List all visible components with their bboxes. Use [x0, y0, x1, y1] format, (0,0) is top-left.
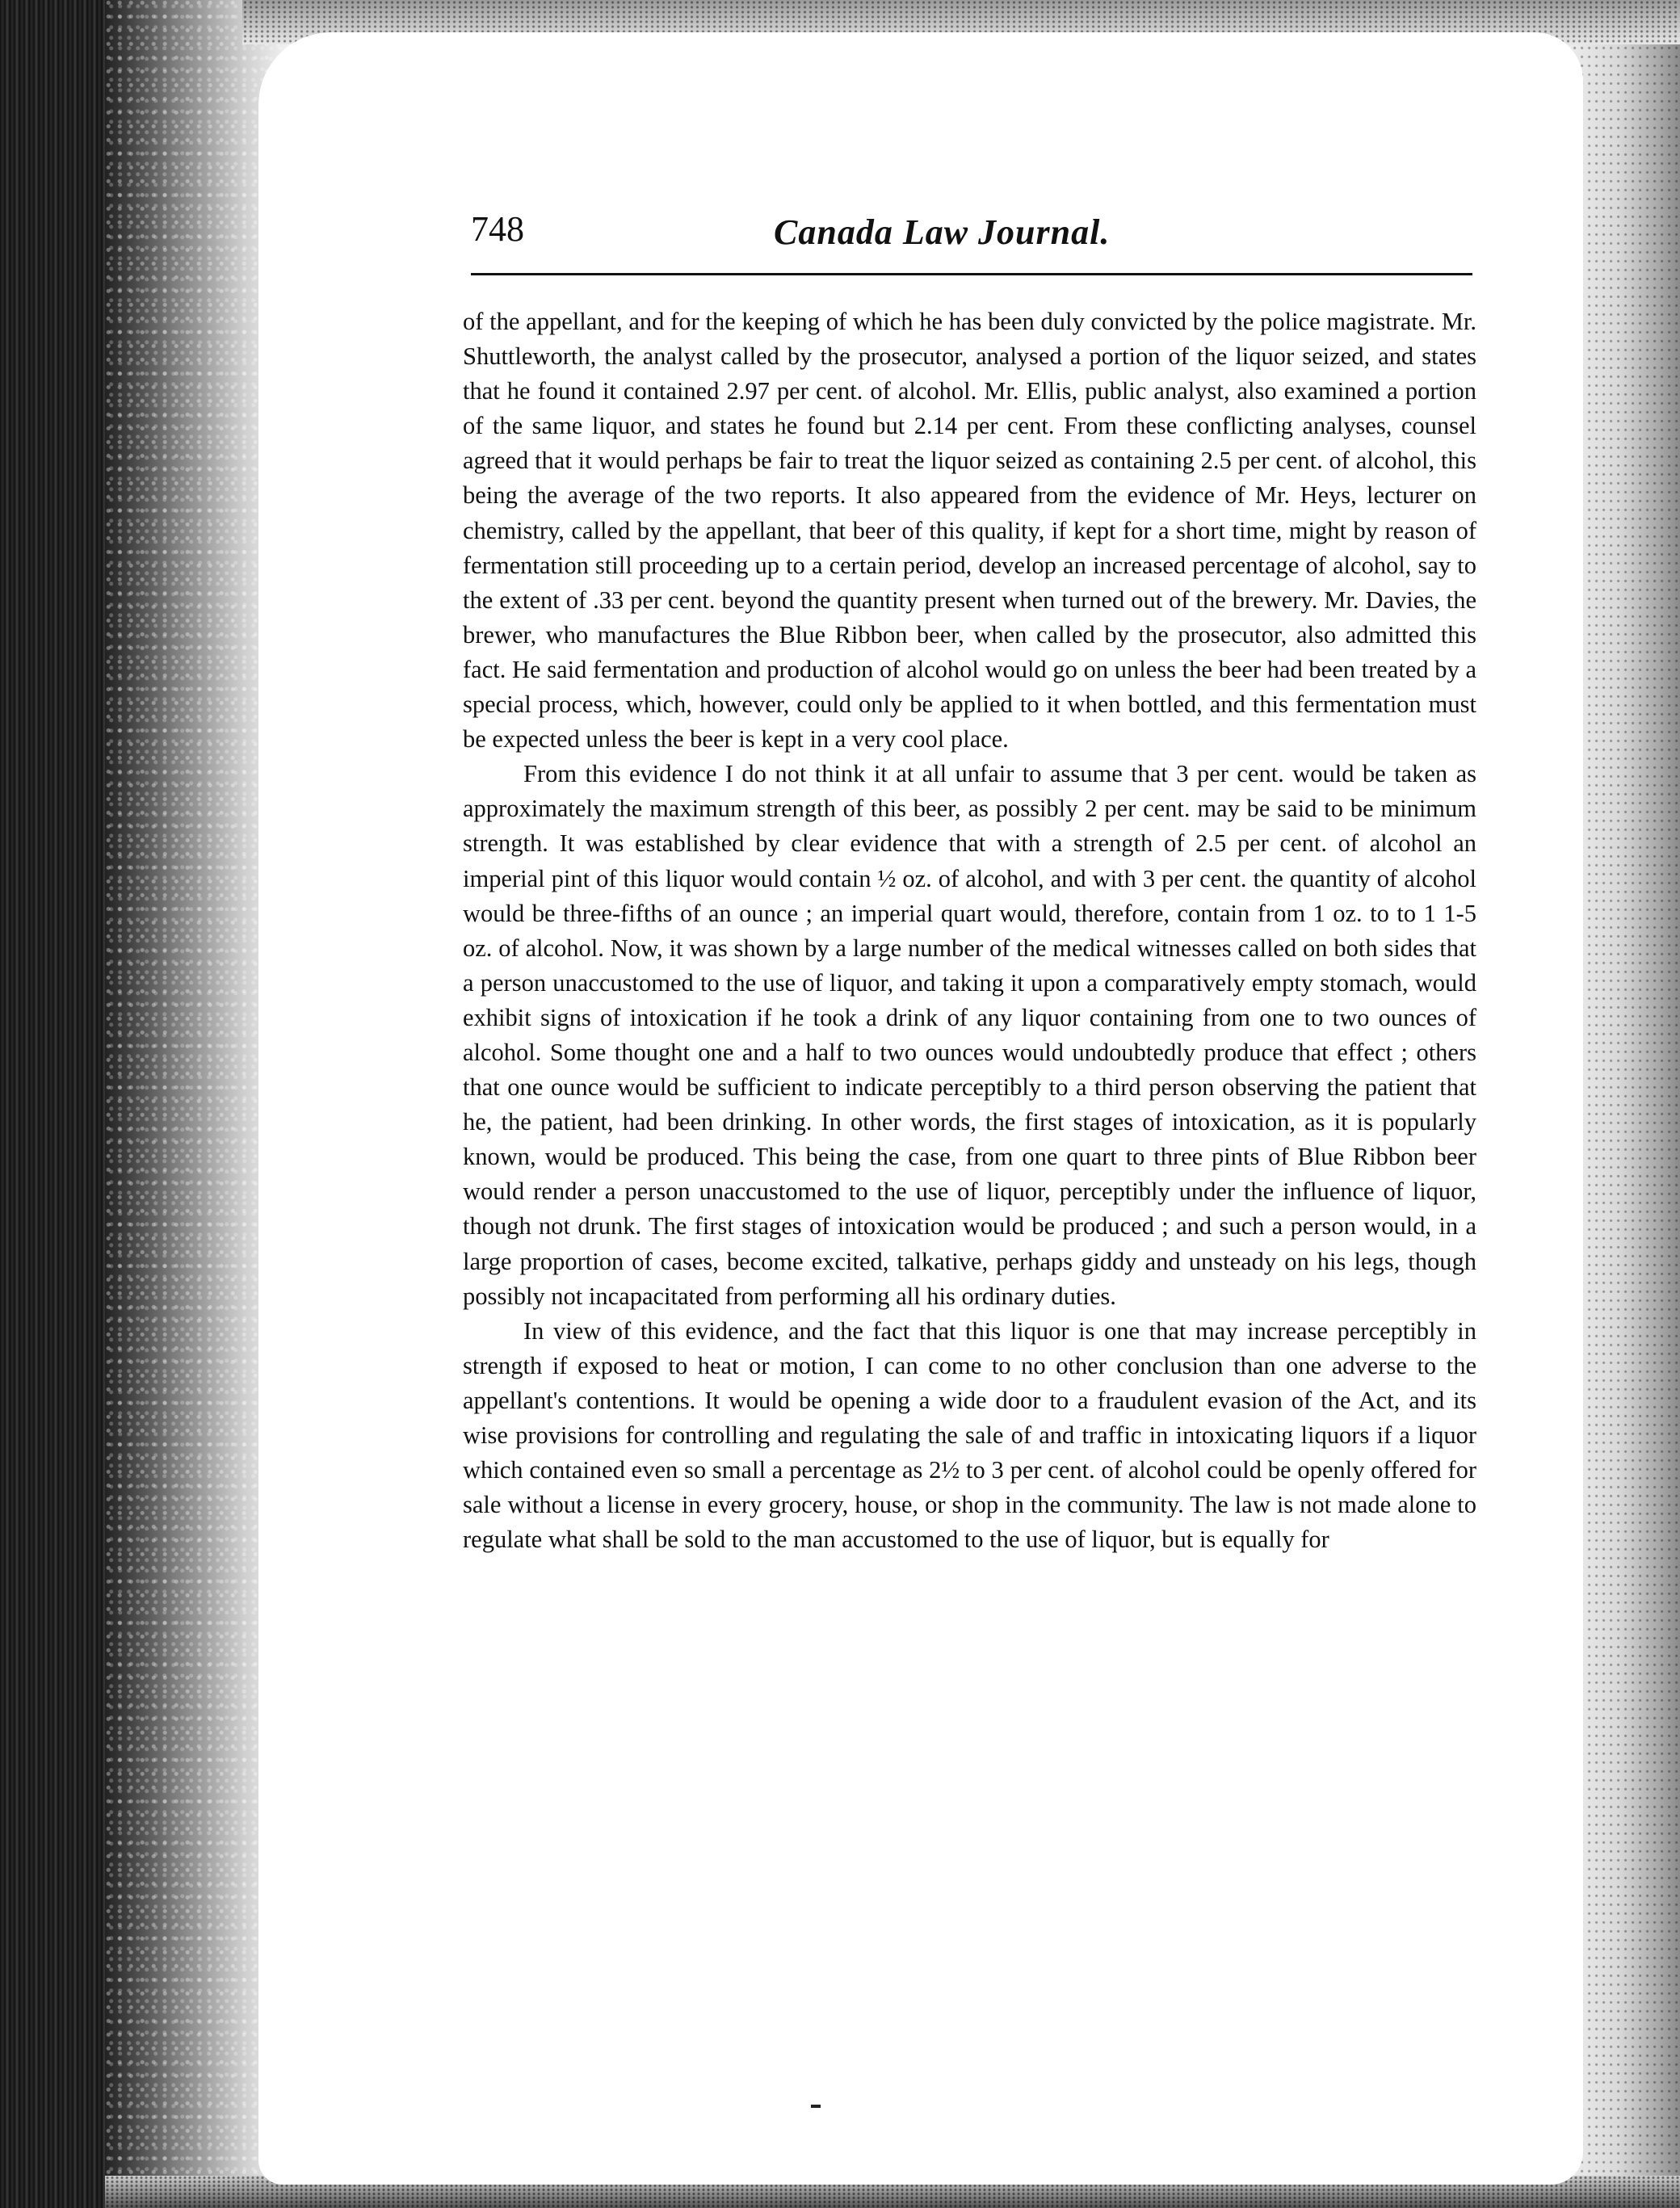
paragraph-continued: of the appellant, and for the keeping of which he has been duly convicted by the police magistrate. Mr. Shuttleworth, the analyst called by the prosecutor, analysed a portion of the liquor seized, and states that he found it contained 2.97 per cent. of alcohol. Mr. Ellis, public analyst, also examined a portion of the same liquor, and states he found but 2.14 per cent. From these conflicting analyses, counsel agreed that it would perhaps be fair to treat the liquor seized as containing 2.5 per cent. of alcohol, this being the average of the two reports. It also appeared from the evidence of Mr. Heys, lecturer on chemistry, called by the appellant, that beer of this quality, if kept for a short time, might by reason of fermentation still proceeding up to a certain period, develop an increased percentage of alcohol, say to the extent of .33 per cent. beyond the quantity present when turned out of the brewery. Mr. Davies, the brewer, who manufactures the Blue Ribbon beer, when called by the prosecutor, also admitted this fact. He said fermentation and production of alcohol would go on unless the beer had been treated by a special process, which, however, could only be applied to it when bottled, and this fermentation must be expected unless the beer is kept in a very cool place. [463, 308, 1476, 753]
footer-mark [811, 2105, 821, 2108]
journal-title: Canada Law Journal. [774, 212, 1111, 252]
paragraph: In view of this evidence, and the fact that this liquor is one that may increase perceptibly in strength if exposed to heat or motion, I can come to no other conclusion than one adverse to the appellant's contentions. It would be opening a wide door to a fraudulent evasion of the Act, and its wise provisions for controlling and regulating the sale of and traffic in intoxicating liquors if a liquor which contained even so small a percentage as 2½ to 3 per cent. of alcohol could be openly offered for sale without a license in every grocery, house, or shop in the community. The law is not made alone to regulate what shall be sold to the man accustomed to the use of liquor, but is equally for [463, 1316, 1476, 1554]
scan-binding-shadow [0, 0, 121, 2208]
paragraph: From this evidence I do not think it at all unfair to assume that 3 per cent. would be taken as approximately the maximum strength of this beer, as possibly 2 per cent. may be said to be minimum strength. It was established by clear evidence that with a strength of 2.5 per cent. of alcohol an imperial pint of this liquor would contain ½ oz. of alcohol, and with 3 per cent. the quantity of alcohol would be three-fifths of an ounce ; an imperial quart would, therefore, contain from 1 oz. to to 1 1-5 oz. of alcohol. Now, it was shown by a large number of the medical witnesses called on both sides that a person unaccustomed to the use of liquor, and taking it upon a comparatively empty stomach, would exhibit signs of intoxication if he took a drink of any liquor containing from one to two ounces of alcohol. Some thought one and a half to two ounces would undoubtedly produce that effect ; others that one ounce would be sufficient to indicate perceptibly to a third person observing the patient that he, the patient, had been drinking. In other words, the first stages of intoxication, as it is popularly known, would be produced. This being the case, from one quart to three pints of Blue Ribbon beer would render a person unaccustomed to the use of liquor, perceptibly under the influence of liquor, though not drunk. The first stages of intoxication would be produced ; and such a person would, in a large proportion of cases, become excited, talkative, perhaps giddy and unsteady on his legs, though possibly not incapacitated from performing all his ordinary duties. [463, 760, 1476, 1310]
page-number: 748 [471, 209, 524, 249]
running-header [471, 209, 1472, 275]
article-body [463, 304, 1476, 1557]
